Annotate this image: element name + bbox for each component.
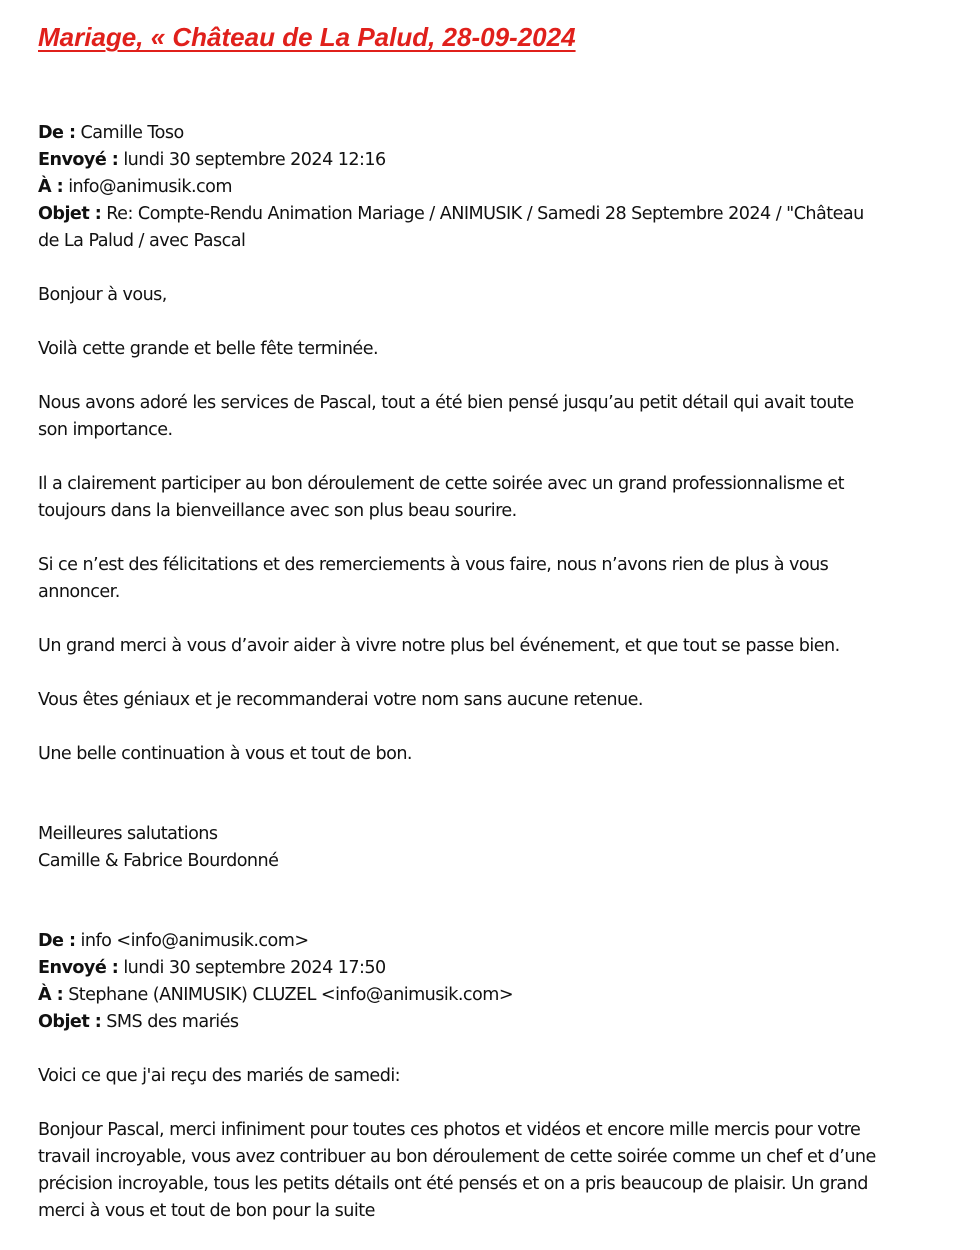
sent-value: lundi 30 septembre 2024 17:50 [123,958,386,978]
email2-subject-line [38,1009,943,1036]
page-title: Mariage, « Château de La Palud, 28-09-2024 [38,22,576,52]
paragraph-2-line2: son importance. [38,420,173,440]
email1-subject-line [38,201,943,228]
subject-value: SMS des mariés [106,1012,239,1032]
to-value: Stephane (ANIMUSIK) CLUZEL <info@animusik.com> [68,985,514,1005]
paragraph-1: Voilà cette grande et belle fête terminée. [38,339,379,359]
closing: Meilleures salutations [38,824,218,844]
document-body [38,120,943,1225]
subject-label: Objet : [38,1012,102,1032]
paragraph-3-line1: Il a clairement participer au bon déroulement de cette soirée avec un grand professionnalisme et [38,474,844,494]
sms-text-line4: merci à vous et tout de bon pour la suite [38,1201,375,1221]
paragraph-5: Un grand merci à vous d’avoir aider à vivre notre plus bel événement, et que tout se passe bien. [38,636,840,656]
subject-value-line1: Re: Compte-Rendu Animation Mariage / ANIMUSIK / Samedi 28 Septembre 2024 / "Château [106,204,864,224]
email1-to-line [38,174,943,201]
paragraph-4-line2: annoncer. [38,582,120,602]
sent-label: Envoyé : [38,150,119,170]
sent-label: Envoyé : [38,958,119,978]
subject-label: Objet : [38,204,102,224]
email1-subject-line-continued: de La Palud / avec Pascal [38,231,246,251]
sms-text-line3: précision incroyable, tous les petits détails ont été pensés et on a pris beaucoup de plaisir. Un grand [38,1174,868,1194]
email2-from-line [38,928,943,955]
email2-to-line [38,982,943,1009]
sent-value: lundi 30 septembre 2024 12:16 [123,150,386,170]
paragraph-4-line1: Si ce n’est des félicitations et des remerciements à vous faire, nous n’avons rien de plus à vous [38,555,829,575]
paragraph-3-line2: toujours dans la bienveillance avec son plus beau sourire. [38,501,517,521]
from-value: Camille Toso [80,123,184,143]
signature: Camille & Fabrice Bourdonné [38,851,279,871]
email1-from-line [38,120,943,147]
to-label: À : [38,985,64,1005]
sms-text-line1: Bonjour Pascal, merci infiniment pour toutes ces photos et vidéos et encore mille mercis pour votre [38,1120,861,1140]
paragraph-6: Vous êtes géniaux et je recommanderai votre nom sans aucune retenue. [38,690,643,710]
sms-text-line2: travail incroyable, vous avez contribuer au bon déroulement de cette soirée comme un chef et d’une [38,1147,876,1167]
sms-intro: Voici ce que j'ai reçu des mariés de samedi: [38,1066,401,1086]
email2-sent-line [38,955,943,982]
greeting: Bonjour à vous, [38,285,167,305]
email1-sent-line [38,147,943,174]
paragraph-2-line1: Nous avons adoré les services de Pascal, tout a été bien pensé jusqu’au petit détail qui avait toute [38,393,854,413]
from-label: De : [38,931,76,951]
to-value: info@animusik.com [68,177,232,197]
from-value: info <info@animusik.com> [80,931,309,951]
to-label: À : [38,177,64,197]
from-label: De : [38,123,76,143]
paragraph-7: Une belle continuation à vous et tout de bon. [38,744,412,764]
